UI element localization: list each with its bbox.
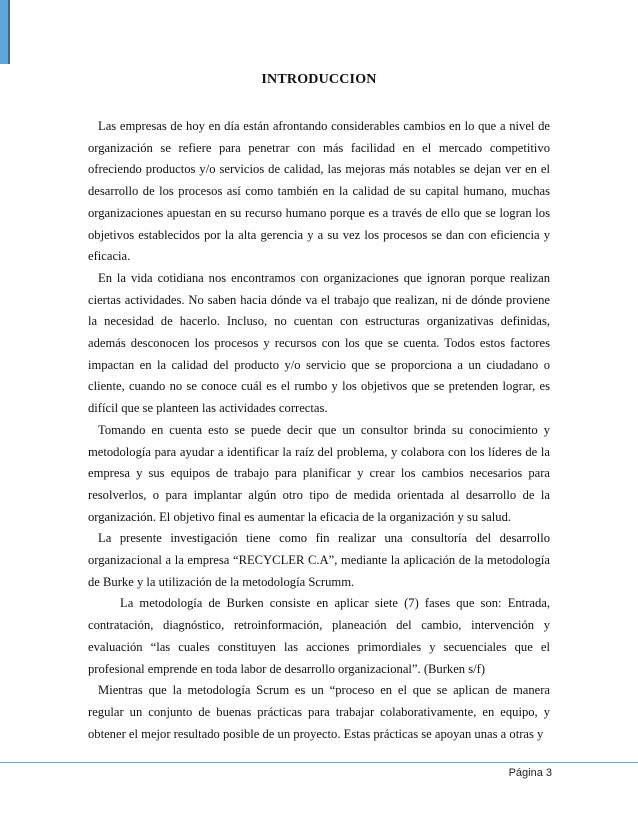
left-edge-accent: [0, 0, 10, 64]
page-number: Página 3: [508, 767, 552, 779]
paragraph-3: Tomando en cuenta esto se puede decir que un consultor brinda su conocimiento y metodología para ayudar a identificar la raíz del problema, y colabora con los líderes de la empresa y sus equipos de trabajo para planificar y crear los cambios necesarios para resolverlos, o para implantar algún otro tipo de medida orientada al desarrollo de la organización. El objetivo final es aumentar la eficacia de la organización y su salud.: [88, 422, 550, 524]
paragraph-6: Mientras que la metodología Scrum es un “proceso en el que se aplican de manera regular un conjunto de buenas prácticas para trabajar colaborativamente, en equipo, y obtener el mejor resultado posible de un proyecto. Estas prácticas se apoyan unas a otras y: [88, 683, 550, 741]
paragraph-4: La presente investigación tiene como fin realizar una consultoría del desarrollo organizacional a la empresa “RECYCLER C.A”, mediante la aplicación de la metodología de Burke y la utilización de la metodología Scrumm.: [88, 531, 550, 589]
paragraph-5: La metodología de Burken consiste en aplicar siete (7) fases que son: Entrada, contratación, diagnóstico, retroinformación, planeación del cambio, intervención y evaluación “las cuales constituyen las acciones primordiales y secuenciales que el profesional emprende en toda labor de desarrollo organizacional”. (Burken s/f): [88, 596, 550, 676]
document-body: [88, 116, 550, 745]
paragraph-1: Las empresas de hoy en día están afrontando considerables cambios en lo que a nivel de organización se refiere para penetrar con más facilidad en el mercado competitivo ofreciendo productos y/o servicios de calidad, las mejoras más notables se dejan ver en el desarrollo de los procesos así como también en la calidad de su capital humano, muchas organizaciones apuestan en su recurso humano porque es a través de ello que se logran los objetivos establecidos por la alta gerencia y a su vez los procesos se dan con eficiencia y eficacia.: [88, 119, 550, 264]
page-title: INTRODUCCION: [261, 72, 377, 87]
paragraph-2: En la vida cotidiana nos encontramos con organizaciones que ignoran porque realizan ciertas actividades. No saben hacia dónde va el trabajo que realizan, ni de dónde proviene la necesidad de hacerlo. Incluso, no cuentan con estructuras organizativas definidas, además desconocen los procesos y recursos con los que se cuenta. Todos estos factores impactan en la calidad del producto y/o servicio que se proporciona a un ciudadano o cliente, cuando no se conoce cuál es el rumbo y los objetivos que se pretenden lograr, es difícil que se planteen las actividades correctas.: [88, 270, 550, 416]
footer-rule: [0, 762, 638, 763]
